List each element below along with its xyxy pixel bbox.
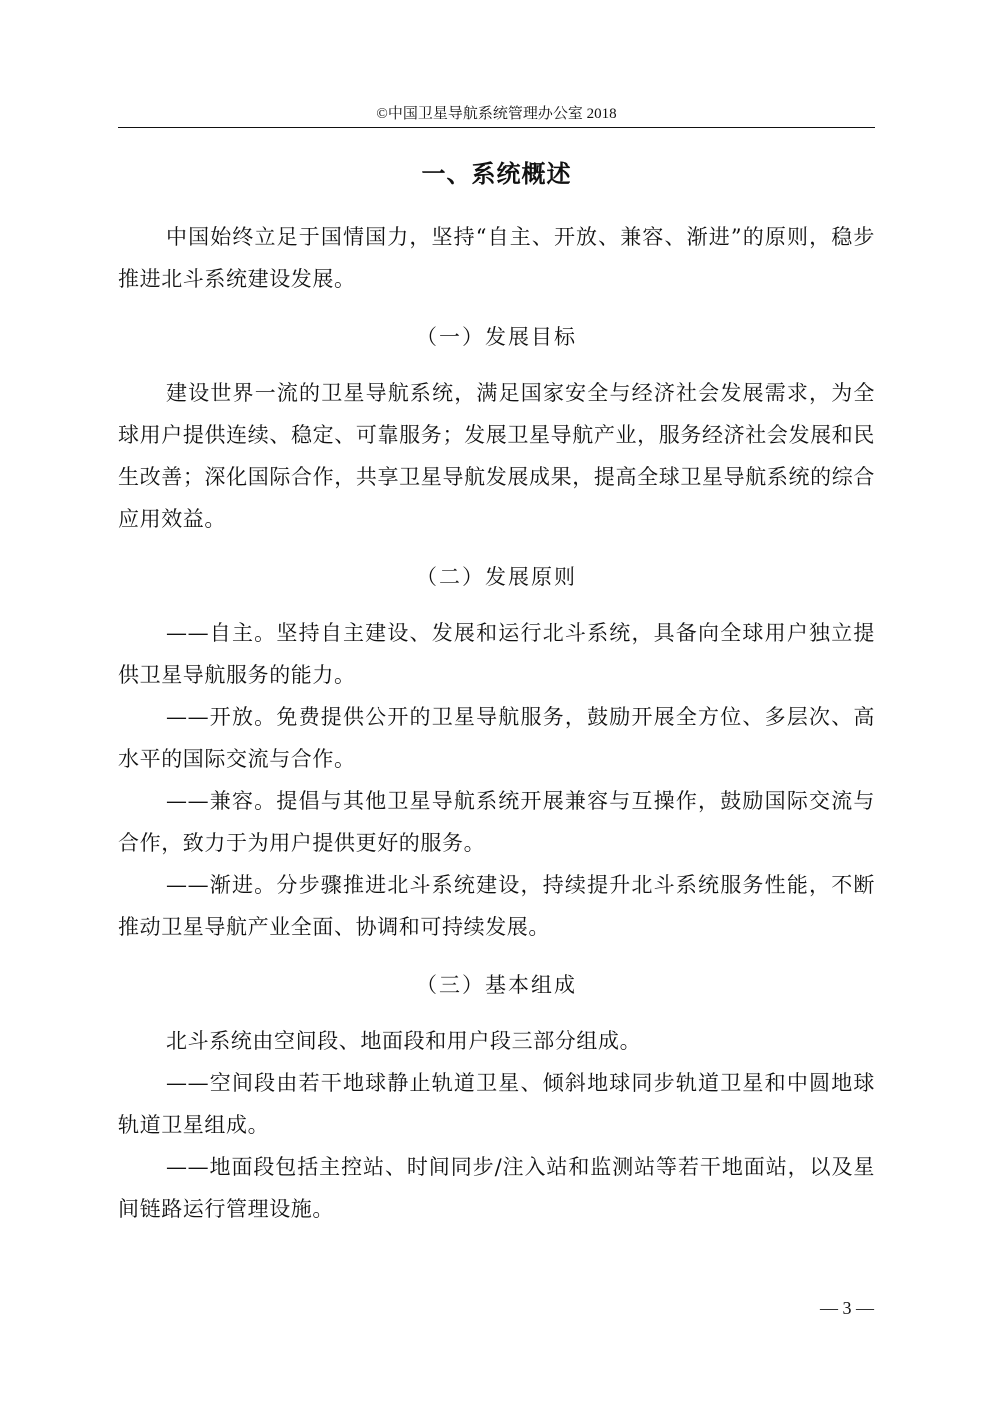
composition-space-segment: ——空间段由若干地球静止轨道卫星、倾斜地球同步轨道卫星和中圆地球轨道卫星组成。 (118, 1071, 875, 1137)
composition-ground-segment: ——地面段包括主控站、时间同步/注入站和监测站等若干地面站，以及星间链路运行管理设施。 (118, 1155, 875, 1221)
page-number: — 3 — (820, 1298, 874, 1318)
intro-paragraph: 中国始终立足于国情国力，坚持“自主、开放、兼容、渐进”的原则，稳步推进北斗系统建设发展。 (118, 225, 875, 291)
goals-heading: （一）发展目标 (416, 325, 577, 349)
goals-paragraph: 建设世界一流的卫星导航系统，满足国家安全与经济社会发展需求，为全球用户提供连续、稳定、可靠服务；发展卫星导航产业，服务经济社会发展和民生改善；深化国际合作，共享卫星导航发展成果，提高全球卫星导航系统的综合应用效益。 (118, 381, 875, 531)
composition-intro: 北斗系统由空间段、地面段和用户段三部分组成。 (166, 1029, 642, 1053)
principle-openness: ——开放。免费提供公开的卫星导航服务，鼓励开展全方位、多层次、高水平的国际交流与合作。 (118, 705, 875, 771)
principle-compatibility: ——兼容。提倡与其他卫星导航系统开展兼容与互操作，鼓励国际交流与合作，致力于为用户提供更好的服务。 (118, 789, 875, 855)
principle-autonomy: ——自主。坚持自主建设、发展和运行北斗系统，具备向全球用户独立提供卫星导航服务的能力。 (118, 621, 875, 687)
header-divider (118, 127, 875, 128)
section-title: 一、系统概述 (421, 160, 572, 188)
page-body (118, 150, 875, 1230)
principles-heading: （二）发展原则 (416, 565, 577, 589)
running-header: ©中国卫星导航系统管理办公室 2018 (376, 106, 617, 122)
principle-gradualness: ——渐进。分步骤推进北斗系统建设，持续提升北斗系统服务性能，不断推动卫星导航产业全面、协调和可持续发展。 (118, 873, 875, 939)
composition-heading: （三）基本组成 (416, 973, 577, 997)
